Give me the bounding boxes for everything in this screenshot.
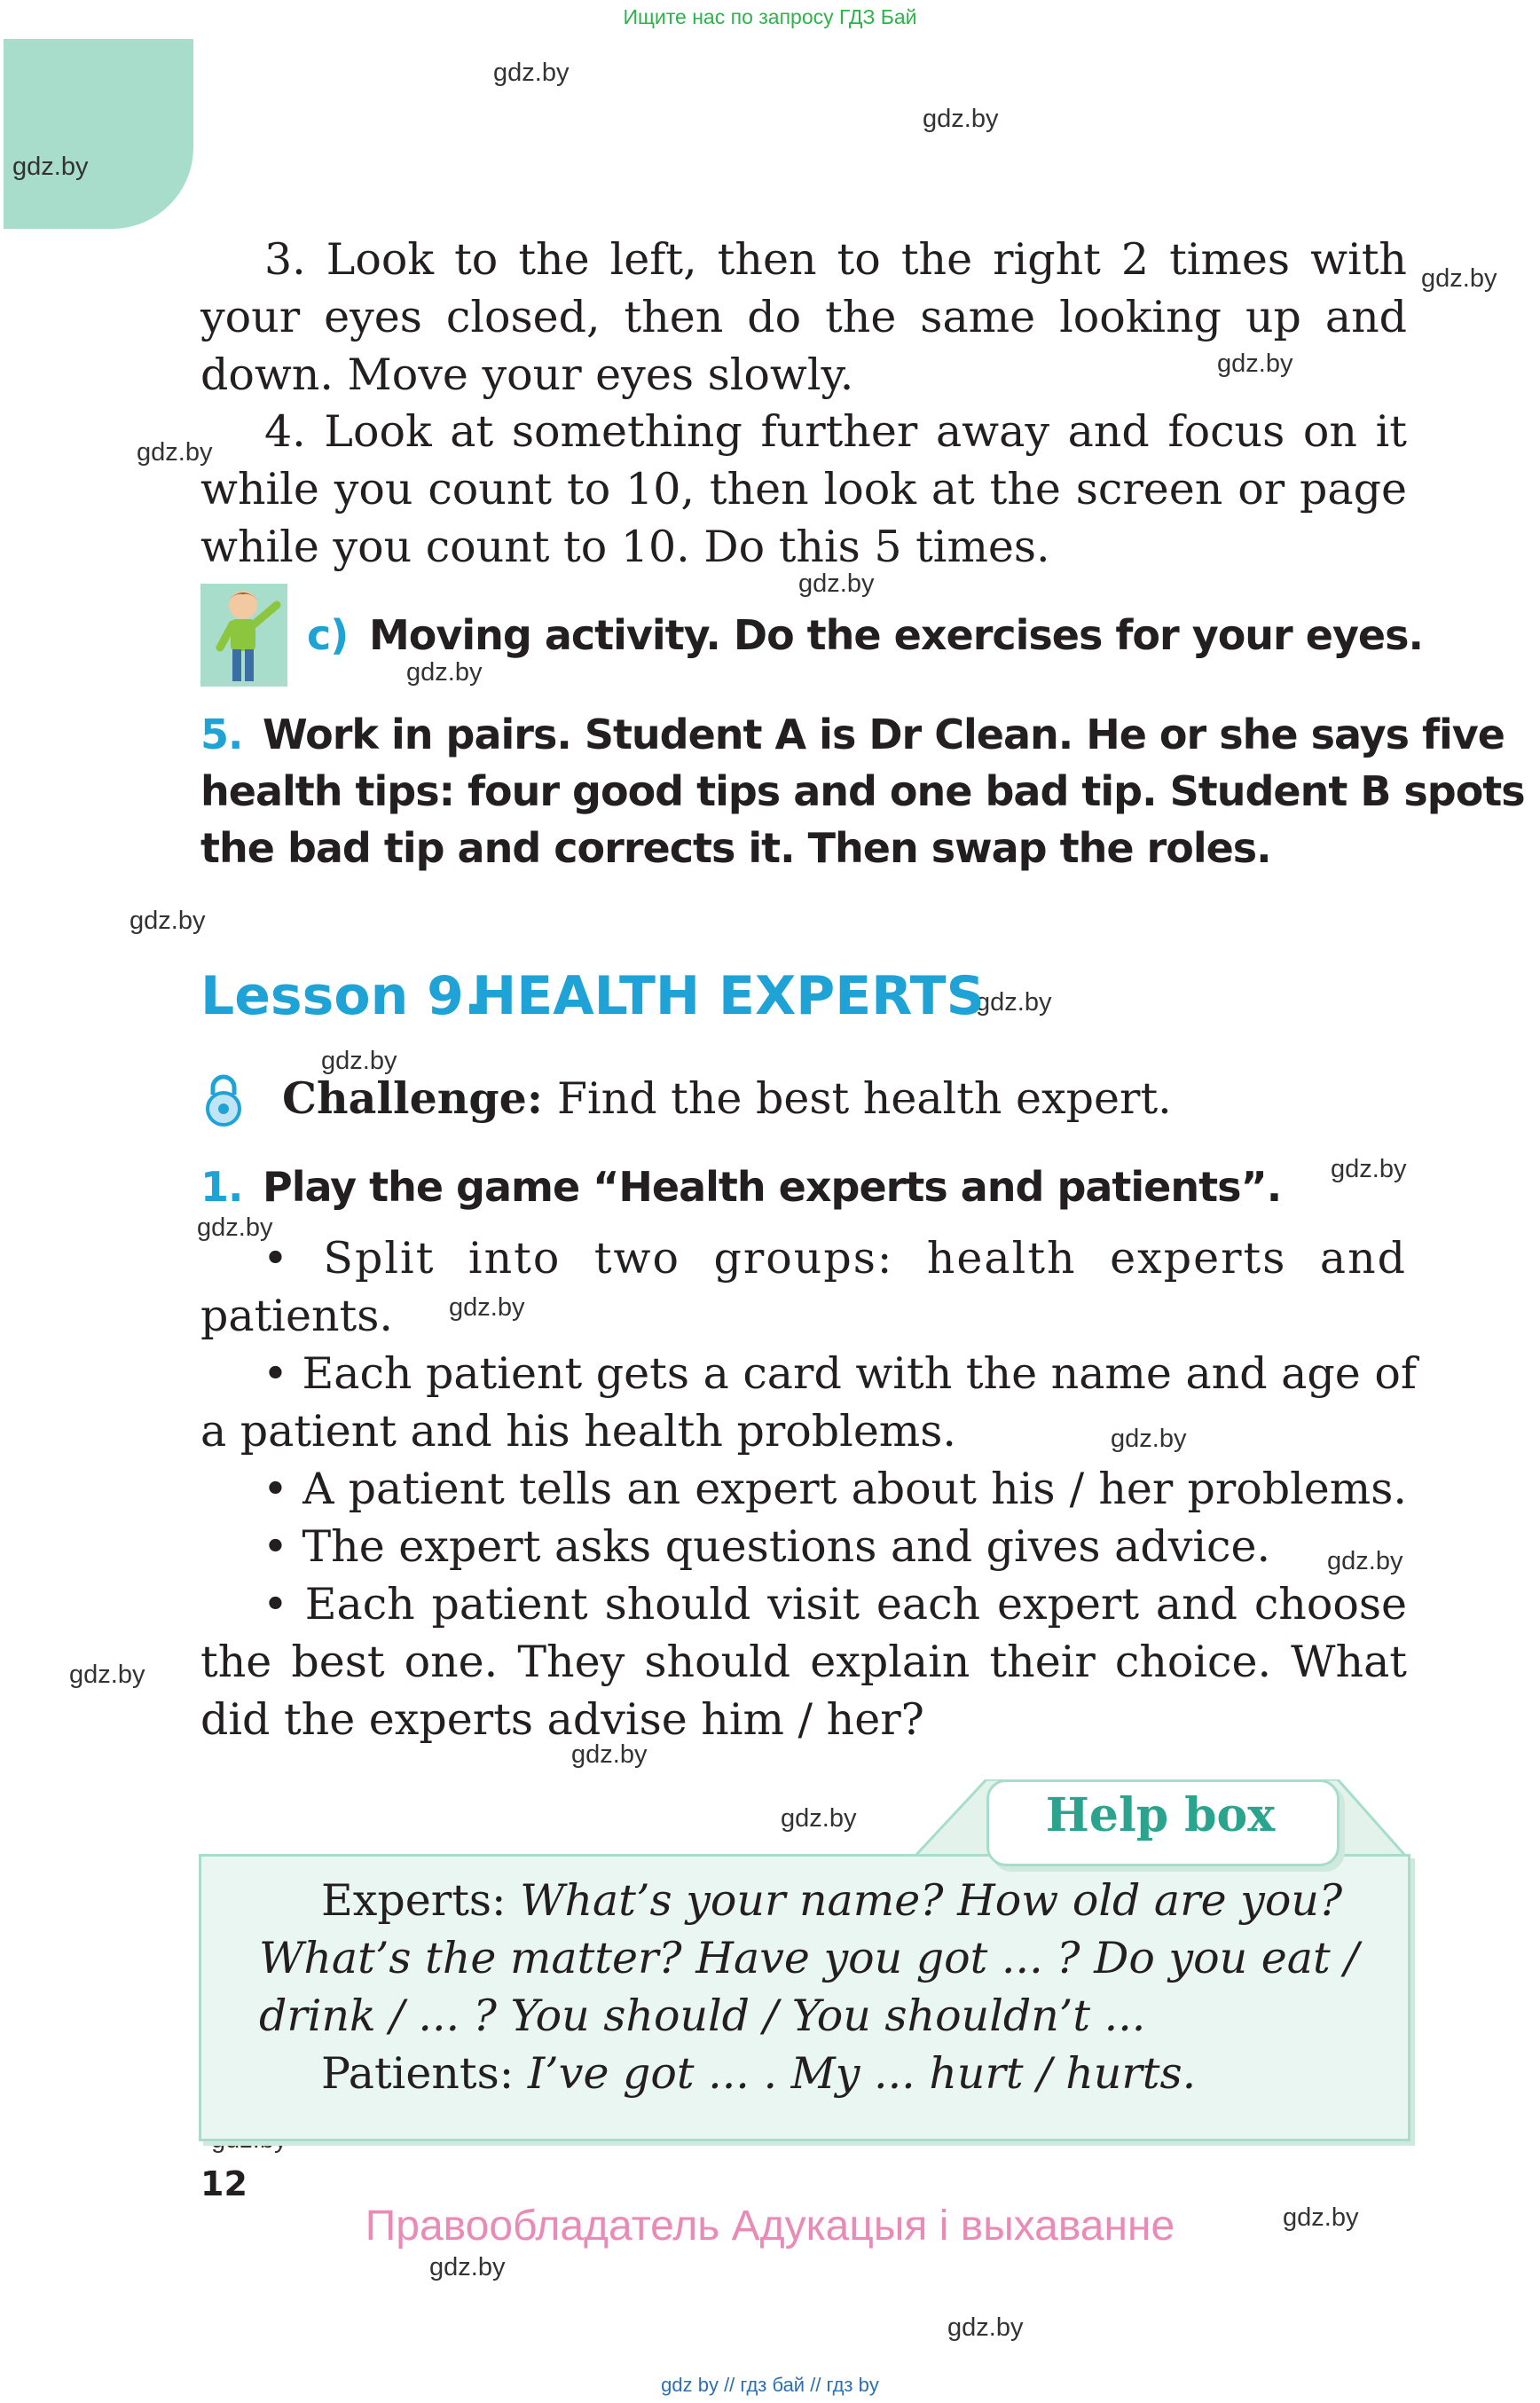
watermark: gdz.by [781,1804,857,1833]
watermark: gdz.by [1331,1155,1407,1183]
watermark: gdz.by [571,1740,648,1769]
exercise-5-line2: health tips: four good tips and one bad tip. Student B spots [200,767,1525,815]
watermark: gdz.by [69,1661,145,1689]
item4-line2: while you count to 10, then look at the screen or page [200,464,1407,514]
watermark: gdz.by [1217,349,1293,378]
exercise-1-line5: • A patient tells an expert about his / her problems. [263,1464,1407,1514]
watermark: gdz.by [429,2253,506,2281]
page-number: 12 [200,2164,248,2203]
watermark: gdz.by [12,153,89,181]
exercise-1-line8: the best one. They should explain their choice. What [200,1637,1407,1687]
watermark: gdz.by [976,988,1052,1017]
watermark: gdz.by [923,105,999,133]
help-experts-line3: drink / ... ? You should / You shouldn’t ... [259,1991,1146,2041]
lesson-title: HEALTH EXPERTS [472,965,985,1027]
exercise-1-line7: • Each patient should visit each expert and choose [263,1579,1407,1629]
exercise-1-line1: • Split into two groups: health experts and [263,1233,1407,1284]
watermark: gdz.by [798,569,875,598]
item4-line1: 4. Look at something further away and focus on it [264,406,1407,457]
exercise-1-title: Play the game “Health experts and patients”. [263,1163,1282,1211]
item3-line1: 3. Look to the left, then to the right 2 times with [264,234,1407,285]
watermark: gdz.by [1283,2203,1359,2232]
help-experts-line2: What’s the matter? Have you got ... ? Do you eat / [259,1933,1359,1983]
watermark: gdz.by [321,1047,397,1075]
watermark: gdz.by [1111,1425,1187,1453]
item3-line3: down. Move your eyes slowly. [200,349,854,400]
watermark: gdz.by [406,658,483,687]
watermark: gdz.by [947,2313,1024,2342]
footer-links[interactable]: gdz by // гдз бай // гдз by [661,2374,879,2396]
lesson-number: Lesson 9. [200,965,484,1027]
help-patients-line: Patients: I’ve got ... . My ... hurt / hurts. [321,2048,1197,2099]
exercise-1-line2: patients. [200,1291,393,1341]
boy-waving-icon [200,584,287,687]
padlock-icon [202,1073,245,1127]
watermark: gdz.by [493,59,570,87]
watermark: gdz.by [449,1293,525,1322]
exercise-1-line9: did the experts advise him / her? [200,1694,924,1745]
challenge-text: Find the best health expert. [557,1073,1172,1124]
watermark: gdz.by [1421,264,1497,293]
exercise-5-line3: the bad tip and corrects it. Then swap the roles. [200,824,1271,872]
exercise-1-line3: • Each patient gets a card with the name and age of [263,1348,1417,1399]
exercise-4c-text: Moving activity. Do the exercises for your eyes. [369,611,1423,659]
top-banner: Ищите нас по запросу ГДЗ Бай [623,5,917,28]
item3-line2: your eyes closed, then do the same looking up and [200,292,1407,342]
exercise-1-number: 1. [200,1163,243,1211]
rights-holder: Правообладатель Адукацыя і выхаванне [365,2203,1175,2250]
exercise-5-number: 5. [200,711,243,758]
exercise-5-line1: Work in pairs. Student A is Dr Clean. He or she says five [263,711,1505,758]
watermark: gdz.by [130,907,206,935]
help-box-title: Help box [1045,1788,1276,1842]
challenge-label: Challenge: [282,1072,543,1124]
watermark: gdz.by [137,438,213,467]
watermark: gdz.by [1327,1547,1403,1575]
exercise-4c-letter: c) [307,611,349,659]
exercise-1-line4: a patient and his health problems. [200,1406,956,1457]
watermark: gdz.by [197,1213,273,1242]
page-corner-tab [4,39,193,229]
help-experts-line1: Experts: What’s your name? How old are you? [321,1875,1343,1926]
exercise-1-line6: • The expert asks questions and gives advice. [263,1521,1271,1572]
item4-line3: while you count to 10. Do this 5 times. [200,522,1050,572]
